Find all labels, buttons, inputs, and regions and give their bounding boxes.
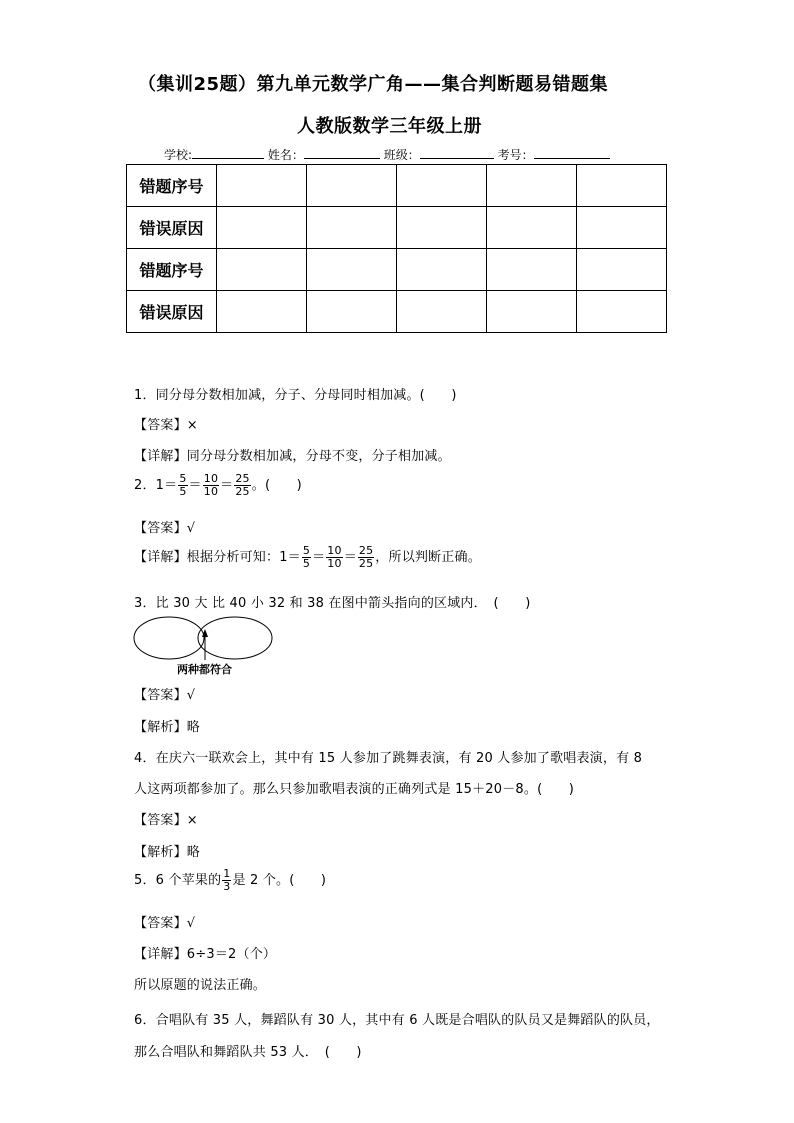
fraction: [234, 473, 250, 498]
question-6-line-1: 6．合唱队有 35 人，舞蹈队有 30 人，其中有 6 人既是合唱队的队员又是舞蹈队的队员，: [134, 1013, 660, 1028]
fraction: [203, 473, 219, 498]
table-row: [127, 291, 667, 333]
class-field[interactable]: [420, 146, 494, 159]
table-cell[interactable]: [397, 165, 487, 207]
table-cell[interactable]: [307, 249, 397, 291]
denominator: 25: [358, 557, 374, 570]
q2-detail: [134, 545, 481, 570]
denominator: 10: [203, 485, 219, 498]
table-cell[interactable]: [397, 207, 487, 249]
denominator: 25: [235, 485, 250, 498]
q2-detail-prefix: 【详解】根据分析可知：1＝: [134, 550, 301, 565]
q4-answer: 【答案】×: [134, 813, 198, 828]
row-header: 错误原因: [127, 291, 217, 333]
numerator: 10: [203, 472, 219, 485]
info-line: [164, 146, 610, 163]
q2-suffix: 。( ): [251, 478, 302, 493]
name-label: 姓名：: [267, 148, 304, 162]
table-row: [127, 207, 667, 249]
row-header: 错误原因: [127, 207, 217, 249]
denominator: 5: [179, 485, 187, 498]
fraction: [302, 545, 311, 570]
question-1: 1．同分母分数相加减，分子、分母同时相加减。( ): [134, 388, 457, 403]
denominator: 3: [223, 880, 231, 893]
table-cell[interactable]: [577, 249, 667, 291]
class-label: 班级：: [383, 148, 420, 162]
table-cell[interactable]: [577, 207, 667, 249]
q5-prefix: 5．6 个苹果的: [134, 873, 222, 888]
page-subtitle: 人教版数学三年级上册: [297, 116, 482, 137]
q5-detail: 【详解】6÷3＝2（个）: [134, 947, 277, 962]
table-cell[interactable]: [217, 291, 307, 333]
question-4-line-2: 人这两项都参加了。那么只参加歌唱表演的正确列式是 15＋20－8。( ): [134, 782, 575, 797]
numerator: 5: [179, 472, 187, 485]
page-title: （集训25题）第九单元数学广角——集合判断题易错题集: [138, 74, 609, 95]
q2-prefix: 2．1＝: [134, 478, 178, 493]
table-row: [127, 249, 667, 291]
table-cell[interactable]: [397, 291, 487, 333]
question-6-line-2: 那么合唱队和舞蹈队共 53 人． ( ): [134, 1045, 362, 1060]
question-2: [134, 473, 302, 498]
number-label: 考号：: [497, 148, 534, 162]
numerator: 5: [302, 544, 311, 557]
number-field[interactable]: [534, 146, 610, 159]
venn-diagram: [132, 612, 277, 678]
table-cell[interactable]: [577, 291, 667, 333]
table-cell[interactable]: [217, 165, 307, 207]
numerator: 10: [327, 544, 342, 557]
equals-sign: ＝: [343, 550, 357, 565]
q5-answer: 【答案】√: [134, 916, 196, 931]
table-cell[interactable]: [217, 207, 307, 249]
table-cell[interactable]: [397, 249, 487, 291]
row-header: 错题序号: [127, 165, 217, 207]
q5-suffix: 是 2 个。( ): [232, 873, 327, 888]
question-4-line-1: 4．在庆六一联欢会上，其中有 15 人参加了跳舞表演，有 20 人参加了歌唱表演，有 8: [134, 751, 643, 766]
error-record-table: [126, 164, 667, 333]
fraction: [358, 545, 374, 570]
fraction: [178, 473, 187, 498]
left-set-ellipse: [134, 617, 204, 659]
fraction: [222, 868, 231, 893]
school-field[interactable]: [192, 146, 264, 159]
table-cell[interactable]: [487, 249, 577, 291]
venn-label: 两种都符合: [177, 663, 232, 676]
table-cell[interactable]: [487, 207, 577, 249]
denominator: 10: [327, 557, 342, 570]
q2-answer: 【答案】√: [134, 521, 196, 536]
name-field[interactable]: [304, 146, 380, 159]
equals-sign: ＝: [220, 478, 234, 493]
table-cell[interactable]: [217, 249, 307, 291]
table-cell[interactable]: [307, 165, 397, 207]
denominator: 5: [302, 557, 311, 570]
q1-detail: 【详解】同分母分数相加减，分母不变，分子相加减。: [134, 449, 451, 464]
q4-analysis: 【解析】略: [134, 845, 201, 860]
row-header: 错题序号: [127, 249, 217, 291]
numerator: 25: [358, 544, 374, 557]
q3-answer: 【答案】√: [134, 688, 196, 703]
q1-answer: 【答案】×: [134, 418, 198, 433]
question-5: [134, 868, 326, 893]
table-cell[interactable]: [307, 291, 397, 333]
numerator: 25: [235, 472, 250, 485]
equals-sign: ＝: [188, 478, 202, 493]
table-cell[interactable]: [487, 165, 577, 207]
q2-detail-suffix: ，所以判断正确。: [375, 550, 481, 565]
q3-analysis: 【解析】略: [134, 720, 201, 735]
fraction: [326, 545, 342, 570]
right-set-ellipse: [198, 617, 272, 659]
table-cell[interactable]: [577, 165, 667, 207]
school-label: 学校:: [164, 148, 193, 162]
numerator: 1: [223, 867, 231, 880]
equals-sign: ＝: [312, 550, 326, 565]
q5-detail-2: 所以原题的说法正确。: [134, 978, 267, 993]
table-cell[interactable]: [487, 291, 577, 333]
table-cell[interactable]: [307, 207, 397, 249]
question-3: 3．比 30 大 比 40 小 32 和 38 在图中箭头指向的区域内． ( ): [134, 596, 531, 611]
table-row: [127, 165, 667, 207]
